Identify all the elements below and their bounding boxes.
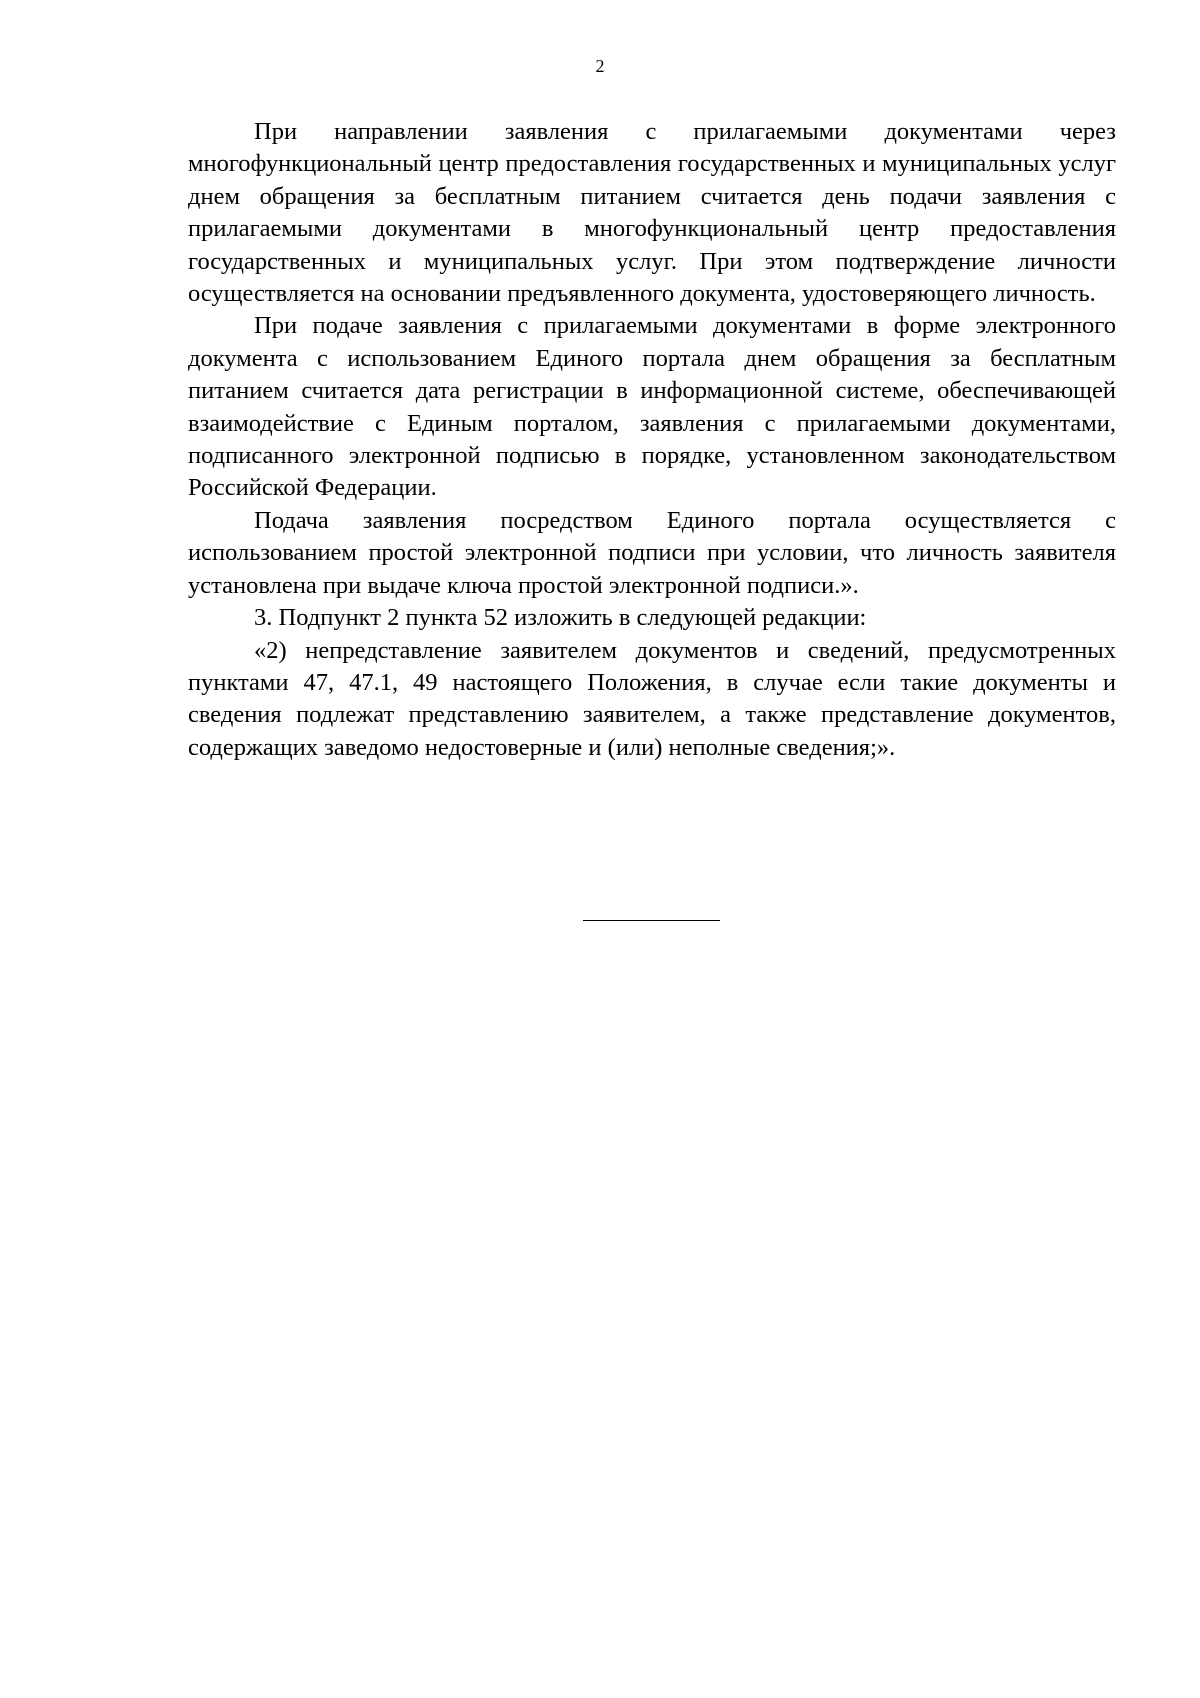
closing-rule bbox=[583, 920, 720, 921]
document-body bbox=[188, 116, 1116, 764]
paragraph-portal-submission: При подаче заявления с прилагаемыми документами в форме электронного документа с использованием Единого портала днем обращения за бесплатным питанием считается дата регистрации в информационной системе, обеспечивающей взаимодействие с Единым порталом, заявления с прилагаемыми документами, подписанного электронной подписью в порядке, установленном законодательством Российской Федерации. bbox=[188, 312, 1116, 502]
paragraph-mfc-submission: При направлении заявления с прилагаемыми документами через многофункциональный центр предоставления государственных и муниципальных услуг днем обращения за бесплатным питанием считается день подачи заявления с прилагаемыми документами в многофункциональный центр предоставления государственных и муниципальных услуг. При этом подтверждение личности осуществляется на основании предъявленного документа, удостоверяющего личность. bbox=[188, 118, 1116, 308]
paragraph-item-3: 3. Подпункт 2 пункта 52 изложить в следующей редакции: bbox=[254, 604, 867, 632]
paragraph-electronic-signature: Подача заявления посредством Единого портала осуществляется с использованием простой электронной подписи при условии, что личность заявителя установлена при выдаче ключа простой электронной подписи.». bbox=[188, 506, 1116, 599]
paragraph-subitem-2: «2) непредставление заявителем документов и сведений, предусмотренных пунктами 47, 47.1, 49 настоящего Положения, в случае если такие документы и сведения подлежат представлению заявителем, а также представление документов, содержащих заведомо недостоверные и (или) неполные сведения;». bbox=[188, 636, 1116, 761]
page-number: 2 bbox=[595, 56, 605, 76]
